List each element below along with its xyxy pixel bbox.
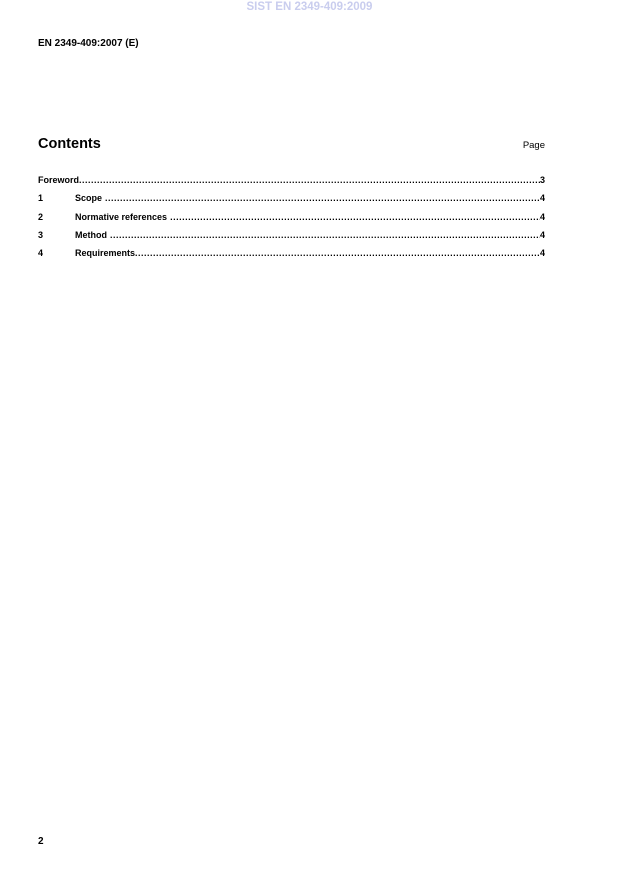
toc-entry-requirements[interactable] [38,248,545,266]
toc-leader-dots [135,248,540,258]
toc-entry-label: Normative references [75,211,168,222]
toc-entry-method[interactable] [38,230,545,248]
toc-leader-dots [102,193,540,203]
toc-leader-dots [107,230,540,240]
page-number: 2 [38,836,44,847]
toc-leader-dots [167,212,540,222]
toc-entry-label: Requirements [75,248,136,259]
toc-entry-page: 4 [539,248,545,259]
toc-entry-page: 4 [539,193,545,204]
watermark: SIST EN 2349-409:2009 [246,1,373,13]
toc-entry-label: Foreword [38,175,80,185]
toc-entry-scope[interactable] [38,193,545,211]
toc-entry-page: 3 [539,175,545,185]
toc-entry-number: 4 [38,248,44,259]
toc-entry-label: Method [75,229,107,240]
contents-title: Contents [38,136,101,152]
toc-entry-foreword[interactable] [38,175,545,193]
toc-leader-dots [79,175,540,185]
document-header: EN 2349-409:2007 (E) [38,38,139,49]
table-of-contents [38,175,545,266]
toc-entry-number: 2 [38,211,44,222]
page-column-label: Page [522,140,545,151]
toc-entry-number: 3 [38,229,44,240]
toc-entry-label: Scope [75,193,103,204]
toc-entry-normative-references[interactable] [38,212,545,230]
toc-entry-page: 4 [539,211,545,222]
toc-entry-page: 4 [539,229,545,240]
toc-entry-number: 1 [38,193,44,204]
